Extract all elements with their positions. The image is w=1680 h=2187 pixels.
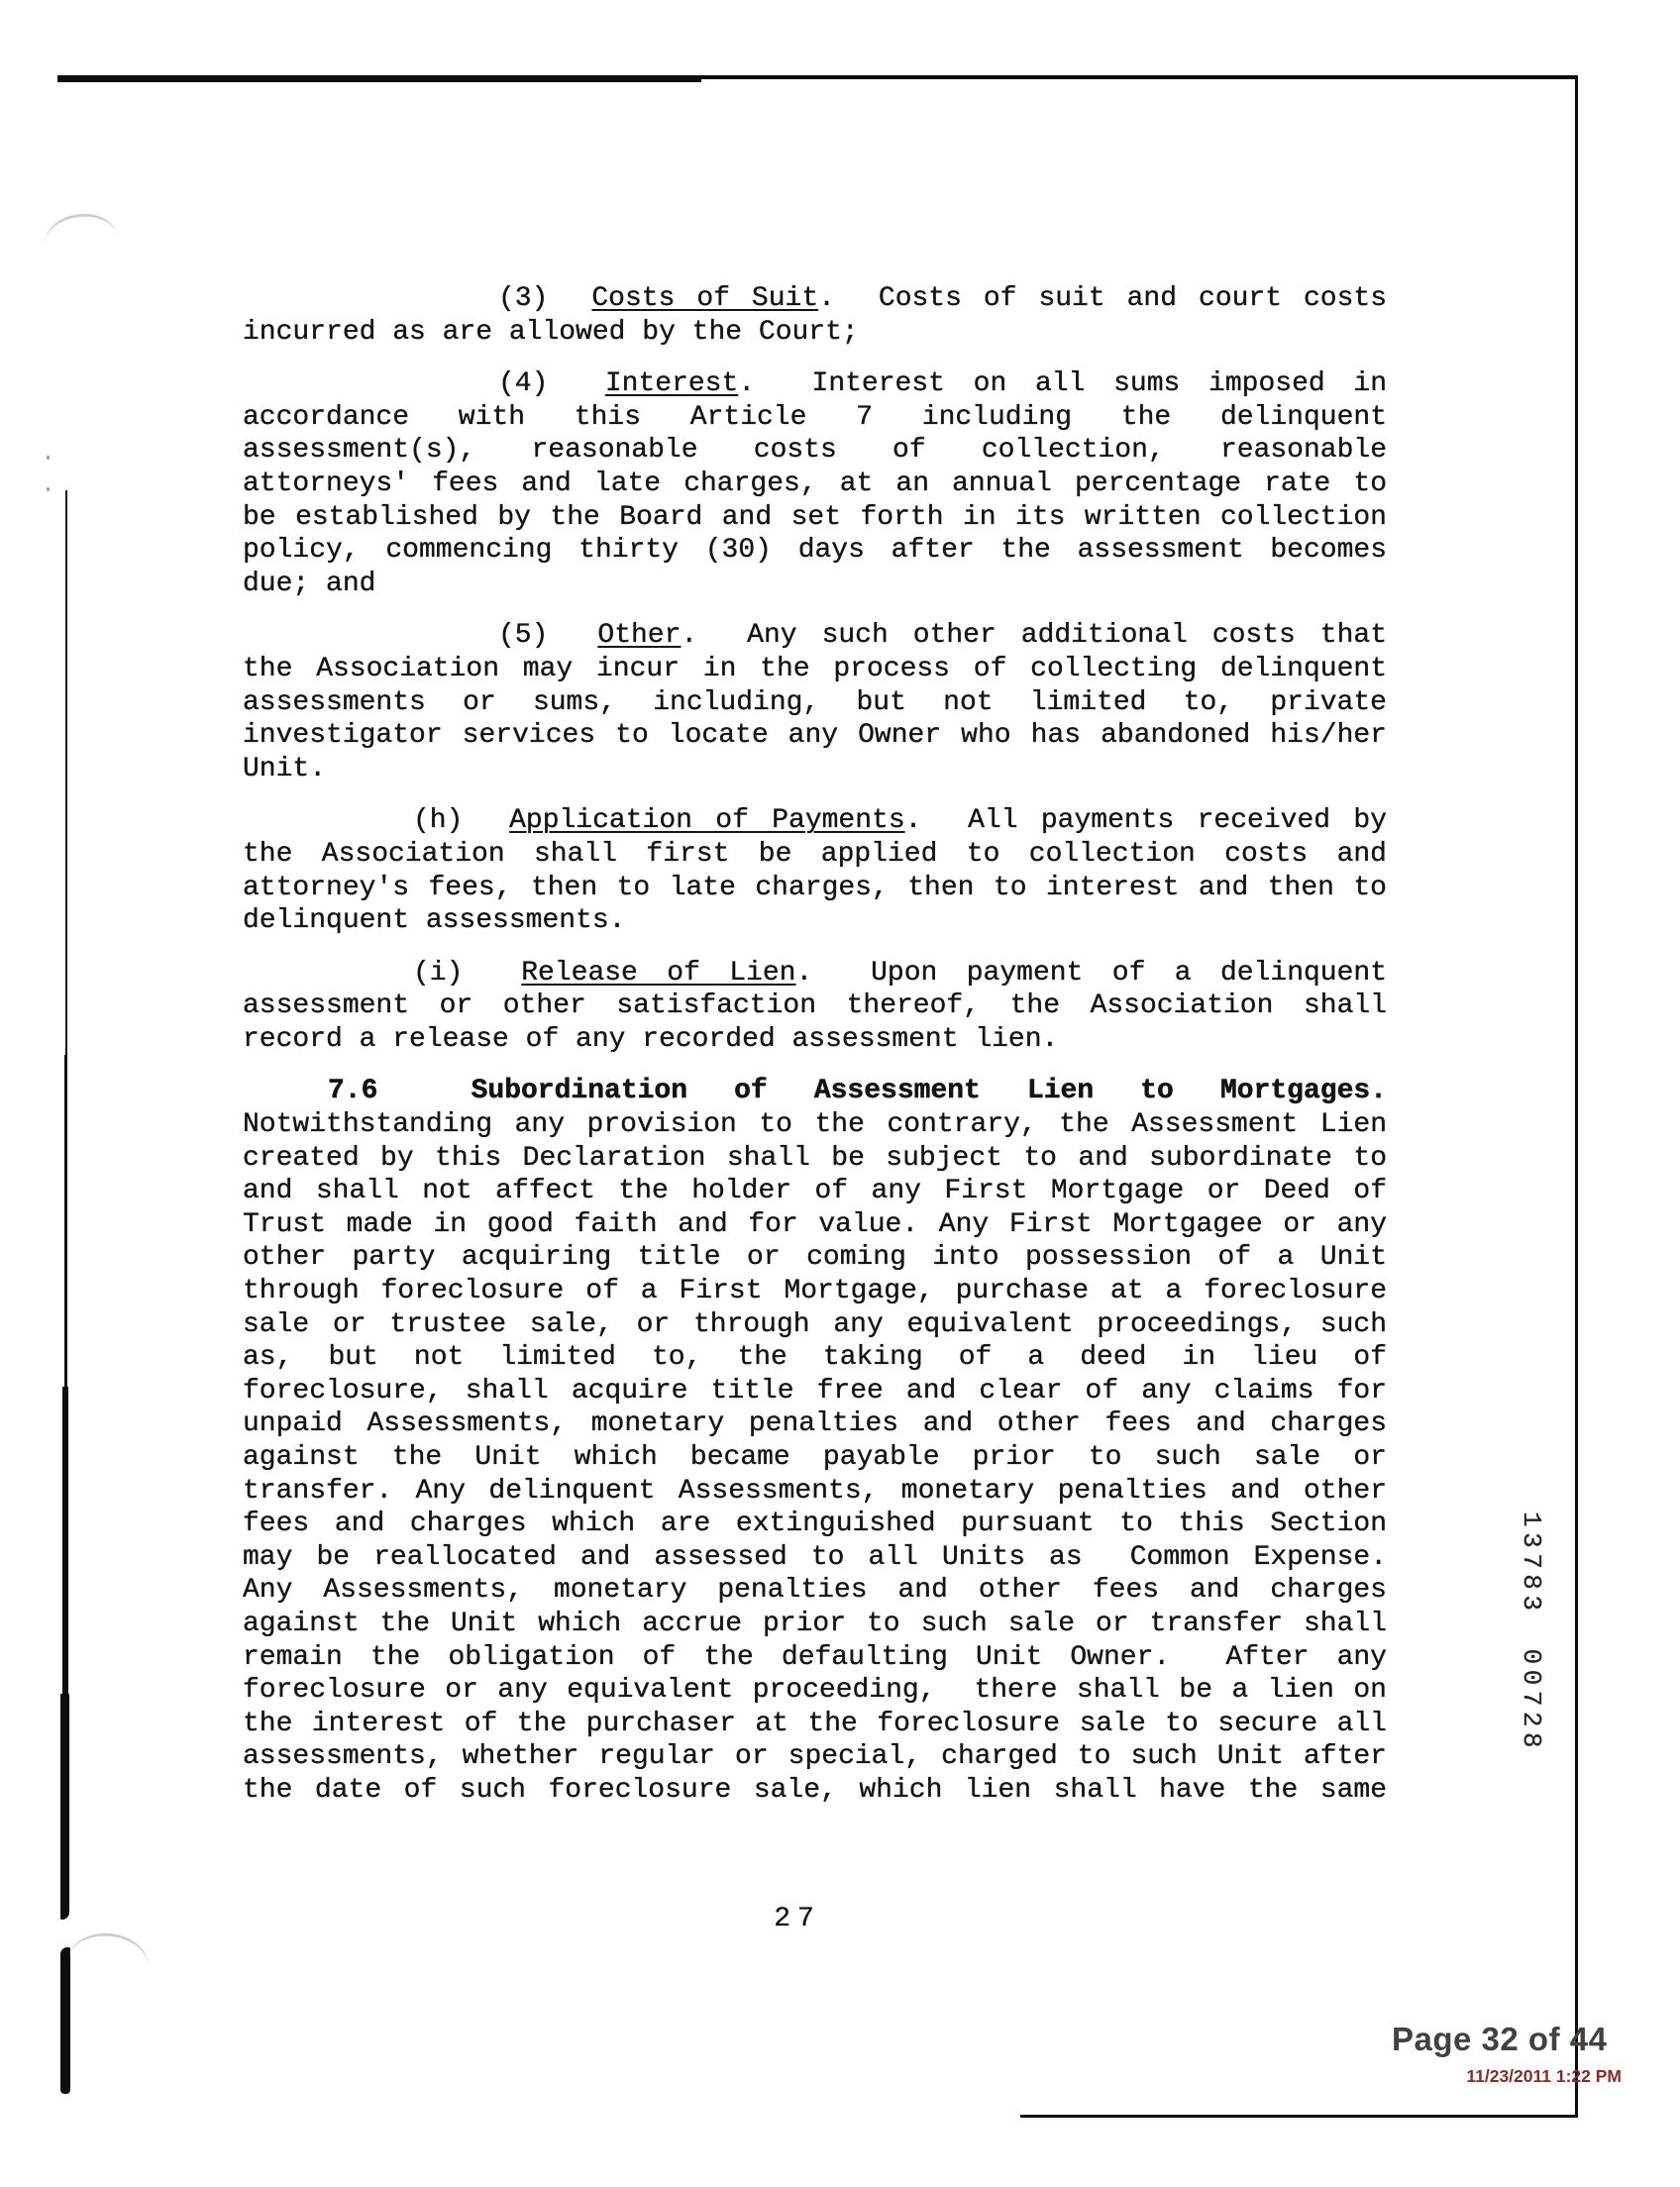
doc-line	[243, 753, 1387, 786]
doc-line	[243, 989, 1387, 1023]
text-run: remain the obligation of the defaulting Unit Owner. After any	[243, 1641, 1387, 1673]
doc-line	[243, 653, 1387, 686]
doc-line	[243, 1740, 1387, 1774]
text-run: (3)	[498, 283, 592, 314]
text-run: Unit.	[243, 753, 327, 784]
text-run: . Upon payment of a delinquent	[795, 957, 1388, 989]
paragraph	[243, 619, 1387, 785]
doc-line	[243, 1108, 1387, 1142]
text-run: . Costs of suit and court costs	[818, 283, 1388, 314]
text-run: Application of Payments	[509, 805, 905, 837]
text-run: Any Assessments, monetary penalties and other fees and charges	[243, 1575, 1387, 1607]
doc-line	[243, 468, 1387, 501]
doc-line	[243, 1441, 1387, 1475]
text-run: policy, commencing thirty (30) days after the assessment becomes	[243, 535, 1387, 567]
text-run: the Association shall first be applied to collection costs and	[243, 838, 1387, 870]
doc-line	[243, 1641, 1387, 1675]
text-run: (i)	[413, 957, 522, 989]
doc-line	[243, 501, 1387, 535]
text-run: foreclosure, shall acquire title free and clear of any claims for	[243, 1375, 1387, 1406]
text-run: investigator services to locate any Owner who has abandoned his/her	[243, 720, 1387, 752]
text-run: against the Unit which accrue prior to such sale or transfer shall	[243, 1608, 1387, 1639]
text-run: Notwithstanding any provision to the contrary, the Assessment Lien	[243, 1109, 1387, 1141]
pagination-stamp: Page 32 of 44	[1392, 2021, 1608, 2057]
text-run: attorney's fees, then to late charges, then to interest and then to	[243, 872, 1387, 903]
doc-line	[243, 1142, 1387, 1176]
text-run: may be reallocated and assessed to all Units as Common Expense.	[243, 1541, 1387, 1573]
recorder-code-vertical: 13783 00728	[1517, 1511, 1546, 1754]
scan-artifact-right-rule	[1575, 75, 1578, 2118]
text-run: due; and	[243, 568, 376, 599]
text-run: (5)	[498, 620, 598, 652]
text-run: created by this Declaration shall be subject to and subordinate to	[243, 1142, 1387, 1174]
doc-line	[243, 367, 1387, 401]
doc-line	[243, 686, 1387, 720]
doc-line	[243, 1175, 1387, 1208]
doc-line	[243, 904, 1387, 938]
text-run: accordance with this Article 7 including the delinquent	[243, 401, 1387, 433]
doc-line	[243, 1674, 1387, 1708]
doc-line	[243, 1774, 1387, 1808]
text-run: other party acquiring title or coming into possession of a Unit	[243, 1242, 1387, 1274]
doc-line	[243, 1541, 1387, 1575]
scan-artifact-bottom-right-rule	[1020, 2115, 1578, 2118]
doc-line	[243, 568, 1387, 601]
doc-line	[243, 1308, 1387, 1342]
text-run: . All payments received by	[904, 805, 1387, 837]
text-run: the interest of the purchaser at the foreclosure sale to secure all	[243, 1708, 1387, 1739]
scan-smudge-bottom-left	[67, 1928, 152, 1971]
paragraph	[243, 804, 1387, 937]
text-run: delinquent assessments.	[243, 905, 626, 937]
scan-speck-1	[47, 456, 50, 460]
text-run: Costs of Suit	[591, 283, 819, 314]
scan-artifact-left-bar-3	[62, 1387, 68, 1694]
doc-line	[243, 401, 1387, 435]
text-run: the Association may incur in the process of collecting delinquent	[243, 653, 1387, 684]
doc-line	[243, 434, 1387, 468]
text-run: foreclosure or any equivalent proceeding, there shall be a lien on	[243, 1675, 1387, 1707]
text-run: unpaid Assessments, monetary penalties and other fees and charges	[243, 1408, 1387, 1440]
text-run: 7.6 Subordination of Assessment Lien to Mortgages.	[328, 1076, 1387, 1107]
doc-line	[243, 957, 1387, 990]
text-run: through foreclosure of a First Mortgage, purchase at a foreclosure	[243, 1276, 1387, 1307]
text-run: Other	[597, 620, 682, 652]
text-run: record a release of any recorded assessment lien.	[243, 1023, 1059, 1055]
text-run: Trust made in good faith and for value. Any First Mortgagee or any	[243, 1208, 1387, 1240]
text-run: assessments or sums, including, but not limited to, private	[243, 686, 1387, 718]
paragraph	[243, 957, 1387, 1057]
text-run: (4)	[498, 368, 605, 400]
paragraph	[243, 1075, 1387, 1807]
doc-line	[243, 804, 1387, 838]
page-number: 27	[774, 1904, 821, 1934]
paragraph	[243, 282, 1387, 349]
doc-line	[243, 1341, 1387, 1375]
text-run: . Any such other additional costs that	[681, 620, 1388, 652]
doc-line	[243, 1508, 1387, 1541]
scan-artifact-left-bar-1	[65, 490, 67, 1055]
text-run: the date of such foreclosure sale, which lien shall have the same	[243, 1774, 1387, 1806]
text-run: (h)	[413, 805, 510, 837]
doc-line	[243, 872, 1387, 905]
text-run: assessments, whether regular or special, charged to such Unit after	[243, 1741, 1387, 1773]
scan-smudge-top-left	[43, 210, 119, 247]
scan-artifact-left-bar-4	[60, 1694, 69, 1920]
text-run: as, but not limited to, the taking of a deed in lieu of	[243, 1342, 1387, 1374]
doc-line	[243, 1574, 1387, 1608]
paragraph	[243, 367, 1387, 600]
doc-line	[243, 534, 1387, 568]
doc-line	[243, 719, 1387, 753]
text-run: transfer. Any delinquent Assessments, monetary penalties and other	[243, 1475, 1387, 1507]
doc-line	[243, 619, 1387, 653]
doc-line	[243, 1475, 1387, 1509]
text-run: be established by the Board and set forth in its written collection	[243, 501, 1387, 533]
text-run: assessment(s), reasonable costs of collection, reasonable	[243, 435, 1387, 467]
text-run: incurred as are allowed by the Court;	[243, 316, 859, 348]
doc-line	[243, 1275, 1387, 1308]
scan-artifact-left-bar-5	[60, 1947, 70, 2094]
doc-line	[243, 1075, 1387, 1108]
doc-line	[243, 1375, 1387, 1408]
doc-line	[243, 1023, 1387, 1057]
text-run: sale or trustee sale, or through any equivalent proceedings, such	[243, 1308, 1387, 1340]
doc-line	[243, 1241, 1387, 1275]
timestamp-stamp: 11/23/2011 1:22 PM	[1466, 2066, 1622, 2086]
doc-line	[243, 1208, 1387, 1242]
text-run: Interest	[604, 368, 739, 400]
doc-line	[243, 282, 1387, 316]
text-run: fees and charges which are extinguished pursuant to this Section	[243, 1509, 1387, 1540]
doc-line	[243, 1708, 1387, 1741]
text-run: and shall not affect the holder of any First Mortgage or Deed of	[243, 1176, 1387, 1207]
scan-artifact-top-rule-thick	[57, 79, 701, 82]
scan-speck-2	[47, 487, 50, 491]
doc-line	[243, 1608, 1387, 1641]
text-run: . Interest on all sums imposed in	[738, 368, 1388, 400]
doc-line	[243, 838, 1387, 872]
text-run: against the Unit which became payable prior to such sale or	[243, 1442, 1387, 1473]
document-body	[243, 282, 1387, 1826]
doc-line	[243, 1407, 1387, 1441]
scan-artifact-left-bar-2	[64, 1055, 67, 1387]
text-run: Release of Lien	[521, 957, 796, 989]
text-run: assessment or other satisfaction thereof, the Association shall	[243, 990, 1387, 1022]
text-run: attorneys' fees and late charges, at an annual percentage rate to	[243, 468, 1387, 499]
doc-line	[243, 316, 1387, 350]
